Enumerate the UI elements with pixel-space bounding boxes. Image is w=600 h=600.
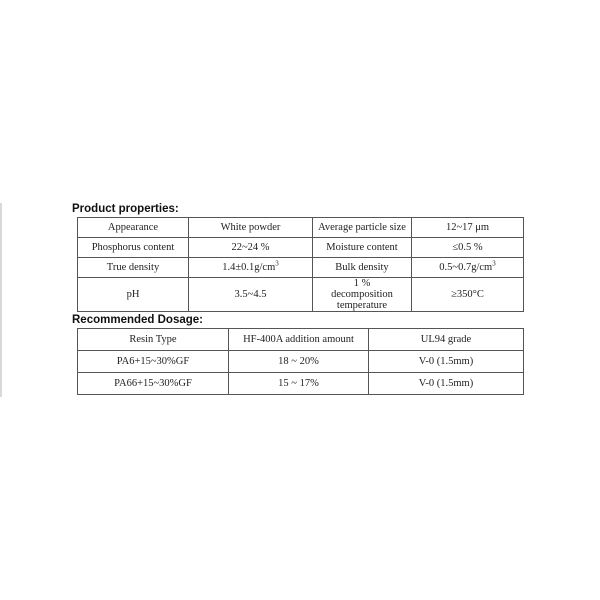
table-cell: 3.5~4.5 [189,278,313,312]
recommended-dosage-heading: Recommended Dosage: [72,314,204,326]
table-row [78,351,524,373]
column-header: Resin Type [78,329,229,351]
table-cell: PA6+15~30%GF [78,351,229,373]
table-cell [189,258,313,278]
product-properties-heading: Product properties: [72,203,179,215]
table-row [78,218,524,238]
column-header: UL94 grade [369,329,524,351]
table-cell: ≤0.5 % [412,238,524,258]
table-cell: PA66+15~30%GF [78,373,229,395]
table-cell: Moisture content [313,238,412,258]
table-row [78,278,524,312]
table-cell: Phosphorus content [78,238,189,258]
table-row [78,238,524,258]
table-cell: 12~17 μm [412,218,524,238]
page-edge-rule [0,203,2,397]
table-cell: ≥350°C [412,278,524,312]
table-cell: Average particle size [313,218,412,238]
table-cell: V-0 (1.5mm) [369,373,524,395]
table-cell: Bulk density [313,258,412,278]
table-cell: True density [78,258,189,278]
table-cell: 18 ~ 20% [229,351,369,373]
recommended-dosage-table [77,328,524,395]
column-header: HF-400A addition amount [229,329,369,351]
bulk-density-value: 0.5~0.7g/cm [439,262,493,273]
table-header-row [78,329,524,351]
unit-exponent: 3 [492,259,496,268]
table-cell: 1 % decomposition temperature [313,278,412,312]
product-properties-table [77,217,524,312]
true-density-value: 1.4±0.1g/cm [222,262,276,273]
table-cell: 22~24 % [189,238,313,258]
table-cell [412,258,524,278]
table-cell: pH [78,278,189,312]
table-cell: 15 ~ 17% [229,373,369,395]
table-cell: V-0 (1.5mm) [369,351,524,373]
table-row [78,373,524,395]
table-row [78,258,524,278]
table-cell: White powder [189,218,313,238]
table-cell: Appearance [78,218,189,238]
unit-exponent: 3 [275,259,279,268]
